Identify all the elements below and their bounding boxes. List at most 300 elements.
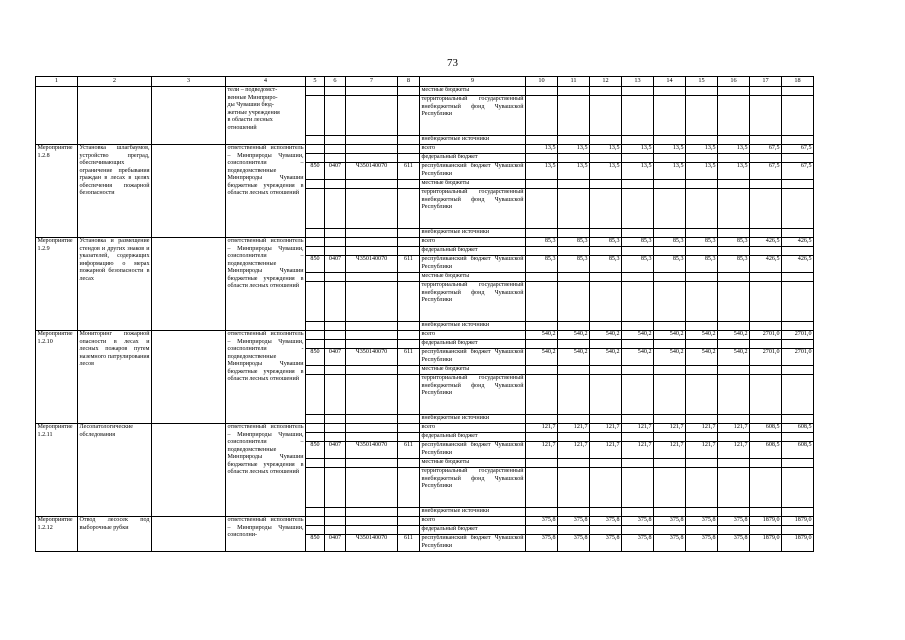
- value-cell: [750, 459, 782, 468]
- value-cell: 13,5: [686, 145, 718, 154]
- value-cell: 375,8: [686, 535, 718, 552]
- value-cell: 67,5: [750, 145, 782, 154]
- grbs-code: 850: [306, 256, 325, 273]
- code-cell: [398, 229, 420, 238]
- funding-source: республиканский бюджет Чувашской Республики: [420, 442, 526, 459]
- value-cell: [590, 154, 622, 163]
- value-cell: 121,7: [558, 424, 590, 433]
- value-cell: [686, 322, 718, 331]
- code-cell: [398, 247, 420, 256]
- value-cell: 540,2: [526, 331, 558, 340]
- measure-col3: [152, 145, 226, 238]
- code-cell: [346, 145, 398, 154]
- value-cell: [654, 415, 686, 424]
- funding-source: внебюджетные источники: [420, 136, 526, 145]
- funding-source: внебюджетные источники: [420, 508, 526, 517]
- value-cell: [526, 247, 558, 256]
- vr-code: 611: [398, 256, 420, 273]
- value-cell: [590, 375, 622, 415]
- code-cell: [306, 229, 325, 238]
- value-cell: 540,2: [590, 331, 622, 340]
- value-cell: [622, 340, 654, 349]
- value-cell: 375,8: [654, 535, 686, 552]
- code-cell: [346, 459, 398, 468]
- code-cell: [306, 282, 325, 322]
- value-cell: [622, 229, 654, 238]
- value-cell: [686, 189, 718, 229]
- grbs-code: 850: [306, 163, 325, 180]
- code-cell: [306, 517, 325, 526]
- code-cell: [325, 238, 346, 247]
- value-cell: [622, 433, 654, 442]
- value-cell: [590, 526, 622, 535]
- value-cell: [558, 180, 590, 189]
- value-cell: 375,8: [590, 535, 622, 552]
- funding-source: территориальный государственный внебюджетный фонд Чувашской Республики: [420, 468, 526, 508]
- value-cell: [654, 433, 686, 442]
- code-cell: [346, 526, 398, 535]
- value-cell: [526, 366, 558, 375]
- value-cell: [718, 459, 750, 468]
- value-cell: [750, 273, 782, 282]
- cont-code-cell: [346, 96, 398, 136]
- value-cell: 540,2: [718, 349, 750, 366]
- table-row: [36, 424, 814, 433]
- rzpr-code: 0407: [325, 163, 346, 180]
- value-cell: 13,5: [526, 163, 558, 180]
- value-cell: [590, 282, 622, 322]
- cont-code-cell: [325, 96, 346, 136]
- value-cell: [654, 322, 686, 331]
- funding-source: местные бюджеты: [420, 366, 526, 375]
- header-col-14: 14: [654, 77, 686, 87]
- value-cell: [782, 136, 814, 145]
- value-cell: 85,3: [686, 256, 718, 273]
- code-cell: [325, 154, 346, 163]
- code-cell: [325, 433, 346, 442]
- value-cell: 2701,0: [782, 349, 814, 366]
- code-cell: [306, 340, 325, 349]
- code-cell: [325, 247, 346, 256]
- value-cell: [622, 282, 654, 322]
- code-cell: [325, 145, 346, 154]
- code-cell: [398, 375, 420, 415]
- value-cell: [782, 322, 814, 331]
- header-col-10: 10: [526, 77, 558, 87]
- value-cell: 426,5: [750, 238, 782, 247]
- funding-source: всего: [420, 331, 526, 340]
- value-cell: 121,7: [718, 424, 750, 433]
- code-cell: [346, 433, 398, 442]
- value-cell: [654, 340, 686, 349]
- value-cell: [526, 526, 558, 535]
- code-cell: [325, 468, 346, 508]
- value-cell: [590, 229, 622, 238]
- value-cell: 85,3: [654, 238, 686, 247]
- value-cell: 540,2: [622, 349, 654, 366]
- csr-code: Ч350140070: [346, 535, 398, 552]
- value-cell: 121,7: [526, 424, 558, 433]
- value-cell: [718, 229, 750, 238]
- funding-source: местные бюджеты: [420, 459, 526, 468]
- value-cell: 85,3: [718, 256, 750, 273]
- measure-col3: [152, 517, 226, 552]
- value-cell: [750, 415, 782, 424]
- cont-code-cell: [306, 96, 325, 136]
- value-cell: [750, 526, 782, 535]
- value-cell: [590, 433, 622, 442]
- code-cell: [398, 468, 420, 508]
- value-cell: [686, 180, 718, 189]
- value-cell: [526, 375, 558, 415]
- code-cell: [398, 154, 420, 163]
- funding-source: внебюджетные источники: [420, 322, 526, 331]
- code-cell: [306, 145, 325, 154]
- measure-col3: [152, 238, 226, 331]
- value-cell: [622, 136, 654, 145]
- value-cell: [526, 154, 558, 163]
- value-cell: [782, 180, 814, 189]
- value-cell: [622, 366, 654, 375]
- value-cell: [654, 366, 686, 375]
- value-cell: [526, 136, 558, 145]
- table-row: [36, 238, 814, 247]
- value-cell: [718, 526, 750, 535]
- cont-label-cell: [36, 87, 78, 145]
- value-cell: [686, 366, 718, 375]
- funding-source: всего: [420, 145, 526, 154]
- funding-source: территориальный государственный внебюджетный фонд Чувашской Республики: [420, 375, 526, 415]
- value-cell: [526, 87, 558, 96]
- value-cell: [686, 273, 718, 282]
- value-cell: [590, 322, 622, 331]
- code-cell: [325, 375, 346, 415]
- value-cell: 121,7: [718, 442, 750, 459]
- header-col-8: 8: [398, 77, 420, 87]
- table-row: [36, 145, 814, 154]
- code-cell: [306, 526, 325, 535]
- vr-code: 611: [398, 535, 420, 552]
- measure-executor: ответственный исполнитель – Минприроды Чувашии, соисполнители – подведомственные Минприроды Чувашии бюджетные учреждения в области лесных отношений: [226, 238, 306, 331]
- value-cell: [654, 273, 686, 282]
- value-cell: 540,2: [558, 331, 590, 340]
- value-cell: 426,5: [782, 256, 814, 273]
- value-cell: [526, 459, 558, 468]
- cont-code-cell: [398, 87, 420, 96]
- value-cell: [686, 247, 718, 256]
- cont-executor-cell: тели – подведомст- венные Минприро- ды Чувашии бюд- жетные учреждения в области лесных отношений: [226, 87, 306, 145]
- measure-label: Мероприятие 1.2.9: [36, 238, 78, 331]
- code-cell: [398, 238, 420, 247]
- value-cell: [686, 526, 718, 535]
- value-cell: [558, 459, 590, 468]
- value-cell: [718, 96, 750, 136]
- value-cell: 85,3: [590, 256, 622, 273]
- code-cell: [398, 508, 420, 517]
- header-col-4: 4: [226, 77, 306, 87]
- value-cell: 375,8: [622, 517, 654, 526]
- code-cell: [325, 331, 346, 340]
- code-cell: [398, 433, 420, 442]
- value-cell: [558, 508, 590, 517]
- cont-code-cell: [325, 136, 346, 145]
- value-cell: 1879,0: [750, 535, 782, 552]
- value-cell: 121,7: [686, 442, 718, 459]
- value-cell: [558, 154, 590, 163]
- value-cell: [750, 189, 782, 229]
- table-row: [36, 331, 814, 340]
- grbs-code: 850: [306, 535, 325, 552]
- value-cell: [622, 322, 654, 331]
- value-cell: [750, 340, 782, 349]
- value-cell: 13,5: [558, 145, 590, 154]
- value-cell: [718, 189, 750, 229]
- value-cell: 2701,0: [782, 331, 814, 340]
- code-cell: [346, 247, 398, 256]
- cont-name-cell: [78, 87, 152, 145]
- rzpr-code: 0407: [325, 442, 346, 459]
- value-cell: [590, 415, 622, 424]
- value-cell: 13,5: [686, 163, 718, 180]
- header-col-17: 17: [750, 77, 782, 87]
- value-cell: [558, 415, 590, 424]
- value-cell: 375,8: [590, 517, 622, 526]
- code-cell: [306, 180, 325, 189]
- value-cell: [782, 96, 814, 136]
- code-cell: [306, 331, 325, 340]
- value-cell: [558, 189, 590, 229]
- header-col-12: 12: [590, 77, 622, 87]
- measure-executor: ответственный исполнитель – Минприроды Чувашии, соисполнители - подведомственные Минприроды Чувашии бюджетные учреждения в области лесных отношений: [226, 331, 306, 424]
- value-cell: [654, 87, 686, 96]
- value-cell: [782, 526, 814, 535]
- grbs-code: 850: [306, 349, 325, 366]
- value-cell: [590, 508, 622, 517]
- code-cell: [325, 526, 346, 535]
- value-cell: 85,3: [622, 256, 654, 273]
- value-cell: [590, 189, 622, 229]
- value-cell: [750, 322, 782, 331]
- value-cell: [558, 340, 590, 349]
- value-cell: 375,8: [526, 517, 558, 526]
- value-cell: 608,5: [750, 442, 782, 459]
- value-cell: 375,8: [654, 517, 686, 526]
- code-cell: [325, 340, 346, 349]
- value-cell: 375,8: [622, 535, 654, 552]
- value-cell: [622, 459, 654, 468]
- csr-code: Ч350140070: [346, 349, 398, 366]
- value-cell: [558, 229, 590, 238]
- value-cell: [526, 468, 558, 508]
- value-cell: [750, 154, 782, 163]
- value-cell: [750, 508, 782, 517]
- value-cell: [558, 96, 590, 136]
- value-cell: [590, 180, 622, 189]
- value-cell: [718, 180, 750, 189]
- value-cell: [718, 282, 750, 322]
- measure-label: Мероприятие 1.2.11: [36, 424, 78, 517]
- funding-source: территориальный государственный внебюджетный фонд Чувашской Республики: [420, 96, 526, 136]
- header-col-11: 11: [558, 77, 590, 87]
- value-cell: [750, 180, 782, 189]
- value-cell: [526, 322, 558, 331]
- measure-executor: ответственный исполнитель – Минприроды Чувашии, соисполнители – подведомственные Минприроды Чувашии бюджетные учреждения в области лесных отношений: [226, 145, 306, 238]
- value-cell: 121,7: [686, 424, 718, 433]
- code-cell: [398, 424, 420, 433]
- value-cell: [558, 136, 590, 145]
- code-cell: [325, 282, 346, 322]
- value-cell: 540,2: [686, 331, 718, 340]
- value-cell: [526, 433, 558, 442]
- value-cell: [654, 136, 686, 145]
- value-cell: [654, 189, 686, 229]
- value-cell: [590, 273, 622, 282]
- value-cell: [622, 508, 654, 517]
- value-cell: [654, 468, 686, 508]
- code-cell: [346, 229, 398, 238]
- value-cell: 375,8: [526, 535, 558, 552]
- value-cell: 608,5: [782, 442, 814, 459]
- value-cell: [558, 273, 590, 282]
- value-cell: [654, 459, 686, 468]
- code-cell: [346, 154, 398, 163]
- funding-source: местные бюджеты: [420, 87, 526, 96]
- value-cell: [718, 87, 750, 96]
- code-cell: [398, 331, 420, 340]
- funding-source: территориальный государственный внебюджетный фонд Чувашской Республики: [420, 282, 526, 322]
- value-cell: 540,2: [590, 349, 622, 366]
- value-cell: 13,5: [590, 163, 622, 180]
- value-cell: [782, 282, 814, 322]
- code-cell: [398, 517, 420, 526]
- value-cell: 375,8: [718, 517, 750, 526]
- value-cell: [718, 415, 750, 424]
- value-cell: [718, 508, 750, 517]
- value-cell: [526, 282, 558, 322]
- value-cell: [622, 87, 654, 96]
- cont-code-cell: [398, 136, 420, 145]
- value-cell: [686, 468, 718, 508]
- code-cell: [398, 322, 420, 331]
- value-cell: [622, 180, 654, 189]
- value-cell: [750, 282, 782, 322]
- header-col-5: 5: [306, 77, 325, 87]
- value-cell: 13,5: [590, 145, 622, 154]
- funding-source: местные бюджеты: [420, 273, 526, 282]
- value-cell: 13,5: [622, 145, 654, 154]
- code-cell: [325, 229, 346, 238]
- csr-code: Ч350140070: [346, 163, 398, 180]
- value-cell: [750, 87, 782, 96]
- funding-source: республиканский бюджет Чувашской Республики: [420, 535, 526, 552]
- header-col-15: 15: [686, 77, 718, 87]
- code-cell: [325, 322, 346, 331]
- value-cell: 85,3: [558, 256, 590, 273]
- value-cell: 67,5: [782, 145, 814, 154]
- code-cell: [306, 415, 325, 424]
- value-cell: [718, 154, 750, 163]
- vr-code: 611: [398, 442, 420, 459]
- header-col-7: 7: [346, 77, 398, 87]
- value-cell: 540,2: [718, 331, 750, 340]
- value-cell: [750, 468, 782, 508]
- value-cell: [590, 340, 622, 349]
- table-body: [36, 77, 814, 552]
- value-cell: [590, 366, 622, 375]
- value-cell: 1879,0: [750, 517, 782, 526]
- rzpr-code: 0407: [325, 535, 346, 552]
- value-cell: [558, 247, 590, 256]
- value-cell: [718, 468, 750, 508]
- value-cell: [686, 433, 718, 442]
- cont-code-cell: [306, 136, 325, 145]
- value-cell: [718, 247, 750, 256]
- value-cell: 121,7: [622, 442, 654, 459]
- funding-source: федеральный бюджет: [420, 526, 526, 535]
- value-cell: [526, 273, 558, 282]
- value-cell: [782, 459, 814, 468]
- code-cell: [398, 366, 420, 375]
- value-cell: [782, 366, 814, 375]
- value-cell: 608,5: [782, 424, 814, 433]
- funding-source: территориальный государственный внебюджетный фонд Чувашской Республики: [420, 189, 526, 229]
- value-cell: 121,7: [654, 424, 686, 433]
- header-col-2: 2: [78, 77, 152, 87]
- value-cell: [750, 366, 782, 375]
- code-cell: [306, 468, 325, 508]
- value-cell: 85,3: [526, 238, 558, 247]
- value-cell: 121,7: [590, 442, 622, 459]
- code-cell: [398, 180, 420, 189]
- funding-source: федеральный бюджет: [420, 247, 526, 256]
- code-cell: [346, 415, 398, 424]
- code-cell: [325, 415, 346, 424]
- value-cell: [750, 229, 782, 238]
- value-cell: [526, 96, 558, 136]
- value-cell: [526, 180, 558, 189]
- value-cell: [590, 247, 622, 256]
- value-cell: [686, 508, 718, 517]
- value-cell: 85,3: [654, 256, 686, 273]
- page-number: 73: [447, 57, 458, 69]
- value-cell: 85,3: [590, 238, 622, 247]
- code-cell: [398, 282, 420, 322]
- value-cell: [718, 322, 750, 331]
- value-cell: [654, 180, 686, 189]
- code-cell: [306, 154, 325, 163]
- value-cell: [686, 154, 718, 163]
- value-cell: [718, 433, 750, 442]
- value-cell: [654, 508, 686, 517]
- value-cell: 1879,0: [782, 517, 814, 526]
- measure-col3: [152, 424, 226, 517]
- value-cell: [654, 247, 686, 256]
- value-cell: [590, 136, 622, 145]
- value-cell: [654, 96, 686, 136]
- rzpr-code: 0407: [325, 256, 346, 273]
- value-cell: [718, 375, 750, 415]
- header-col-9: 9: [420, 77, 526, 87]
- value-cell: 67,5: [750, 163, 782, 180]
- value-cell: [654, 154, 686, 163]
- value-cell: [686, 459, 718, 468]
- value-cell: [750, 375, 782, 415]
- value-cell: 13,5: [718, 145, 750, 154]
- code-cell: [325, 180, 346, 189]
- funding-source: внебюджетные источники: [420, 229, 526, 238]
- value-cell: [782, 415, 814, 424]
- code-cell: [325, 459, 346, 468]
